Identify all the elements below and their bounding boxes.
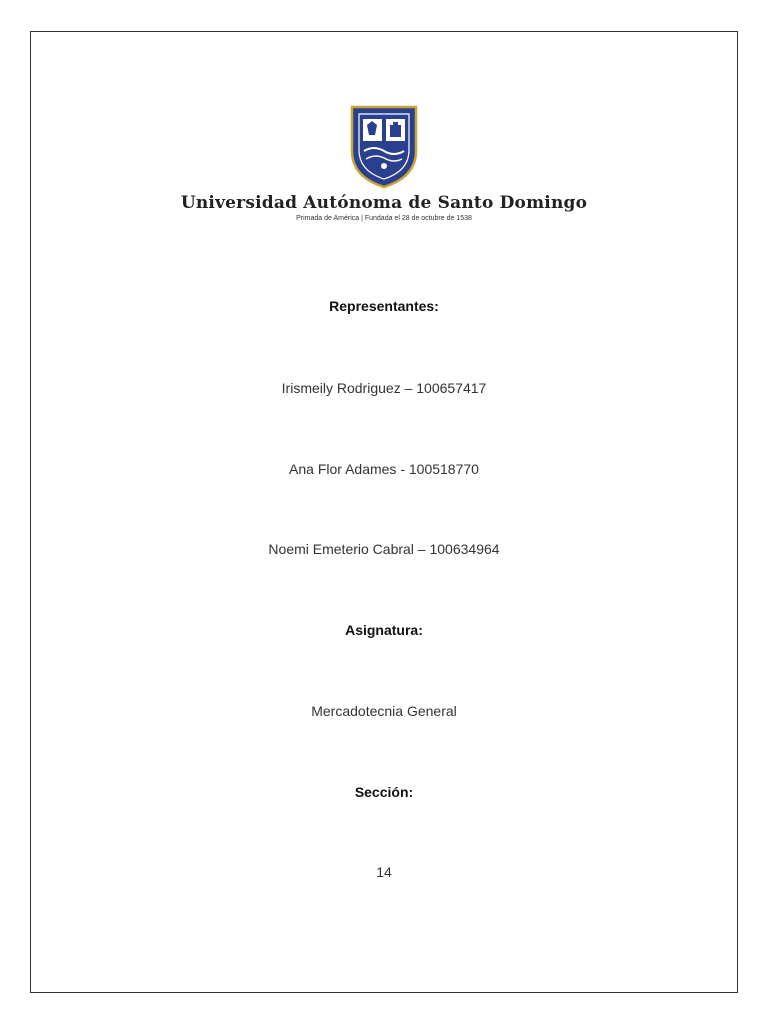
- representative-item: Ana Flor Adames - 100518770: [289, 461, 479, 477]
- subject-value: Mercadotecnia General: [311, 703, 457, 719]
- section-value: 14: [376, 864, 392, 880]
- section-heading: Sección:: [354, 784, 414, 800]
- university-seal-logo: [348, 103, 420, 189]
- university-name: Universidad Autónoma de Santo Domingo: [180, 193, 588, 213]
- representative-item: Irismeily Rodriguez – 100657417: [281, 380, 487, 396]
- representatives-heading: Representantes:: [329, 298, 439, 314]
- representative-item: Noemi Emeterio Cabral – 100634964: [268, 541, 500, 557]
- subject-heading: Asignatura:: [345, 622, 423, 638]
- university-tagline: Primada de América | Fundada el 28 de octubre de 1538: [296, 215, 472, 222]
